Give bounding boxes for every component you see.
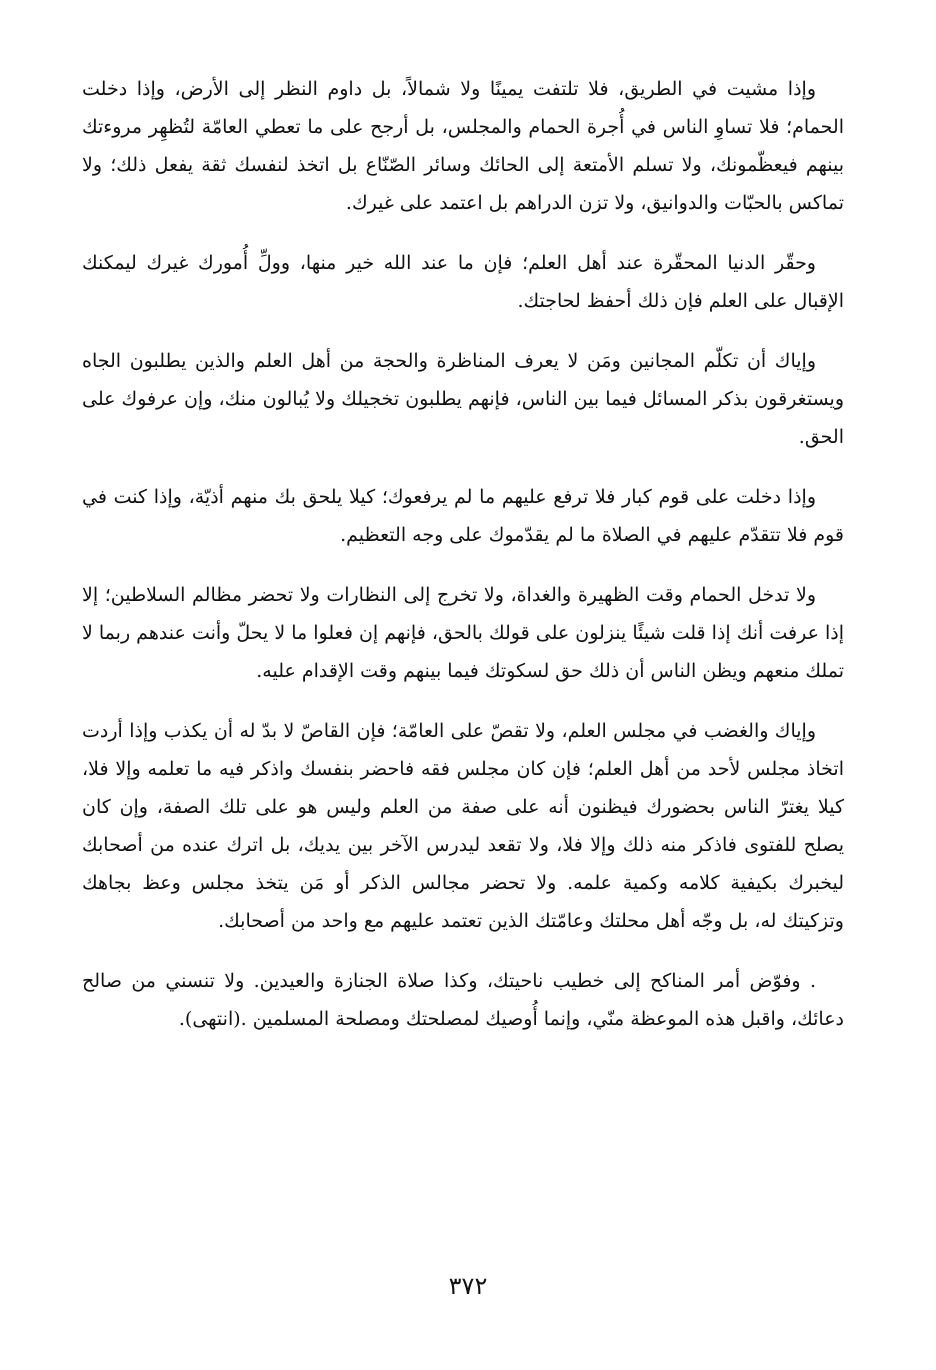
paragraph-anger-and-gatherings: وإياك والغضب في مجلس العلم، ولا تقصّ على العامّة؛ فإن القاصّ لا بدّ له أن يكذب وإذا أردت اتخاذ مجلس لأحد من أهل العلم؛ فإن كان مجلس فقه فاحضر بنفسك واذكر فيه ما تعلمه وإلا فلا، كيلا يغترّ الناس بحضورك فيظنون أنه على صفة من العلم وليس هو على تلك الصفة، وإن كان يصلح للفتوى فاذكر منه ذلك وإلا فلا، ولا تقعد ليدرس الآخر بين يديك، بل اترك عنده من أصحابك ليخبرك بكيفية كلامه وكمية علمه. ولا تحضر مجالس الذكر أو مَن يتخذ مجلس وعظ بجاهك وتزكيتك له، بل وجّه أهل محلتك وعامّتك الذين تعتمد عليهم مع واحد من أصحابك. bbox=[82, 720, 844, 932]
paragraph-avoid-debaters: وإياك أن تكلّم المجانين ومَن لا يعرف المناظرة والحجة من أهل العلم والذين يطلبون الجاه ويستغرقون بذكر المسائل فيما بين الناس، فإنهم يطلبون تخجيلك ولا يُبالون منك، وإن عرفوك على الحق. bbox=[82, 350, 844, 448]
paragraph-walking-and-bath: وإذا مشيت في الطريق، فلا تلتفت يمينًا ولا شمالاً، بل داوم النظر إلى الأرض، وإذا دخلت الحمام؛ فلا تساوِ الناس في أُجرة الحمام والمجلس، بل أرجح على ما تعطي العامّة لتُظهِر مروءتك بينهم فيعظّمونك، ولا تسلم الأمتعة إلى الحائك وسائر الصّنّاع بل اتخذ لنفسك ثقة يفعل ذلك؛ ولا تماكس بالحبّات والدوانيق، ولا تزن الدراهم بل اعتمد على غيرك. bbox=[82, 78, 844, 214]
paragraph-elders-and-prayer: وإذا دخلت على قوم كبار فلا ترفع عليهم ما لم يرفعوك؛ كيلا يلحق بك منهم أذيّة، وإذا كنت في قوم فلا تتقدّم عليهم في الصلاة ما لم يقدّموك على وجه التعظيم. bbox=[82, 486, 844, 546]
page-body bbox=[82, 70, 844, 1060]
paragraph-closing-advice: . وفوّض أمر المناكح إلى خطيب ناحيتك، وكذا صلاة الجنازة والعيدين. ولا تنسني من صالح دعائك، واقبل هذه الموعظة منّي، وإنما أُوصيك لمصلحتك ومصلحة المسلمين .(انتهى). bbox=[82, 970, 844, 1030]
page-number: ٣٧٢ bbox=[448, 1272, 488, 1300]
paragraph-bath-times-and-sultans: ولا تدخل الحمام وقت الظهيرة والغداة، ولا تخرج إلى النظارات ولا تحضر مظالم السلاطين؛ إلا إذا عرفت أنك إذا قلت شيئًا ينزلون على قولك بالحق، فإنهم إن فعلوا ما لا يحلّ وأنت عندهم ربما لا تملك منعهم ويظن الناس أن ذلك حق لسكوتك فيما بينهم وقت الإقدام عليه. bbox=[82, 584, 844, 682]
paragraph-worldly-matters: وحقّر الدنيا المحقّرة عند أهل العلم؛ فإن ما عند الله خير منها، وولِّ أُمورك غيرك ليمكنك الإقبال على العلم فإن ذلك أحفظ لحاجتك. bbox=[82, 252, 844, 312]
